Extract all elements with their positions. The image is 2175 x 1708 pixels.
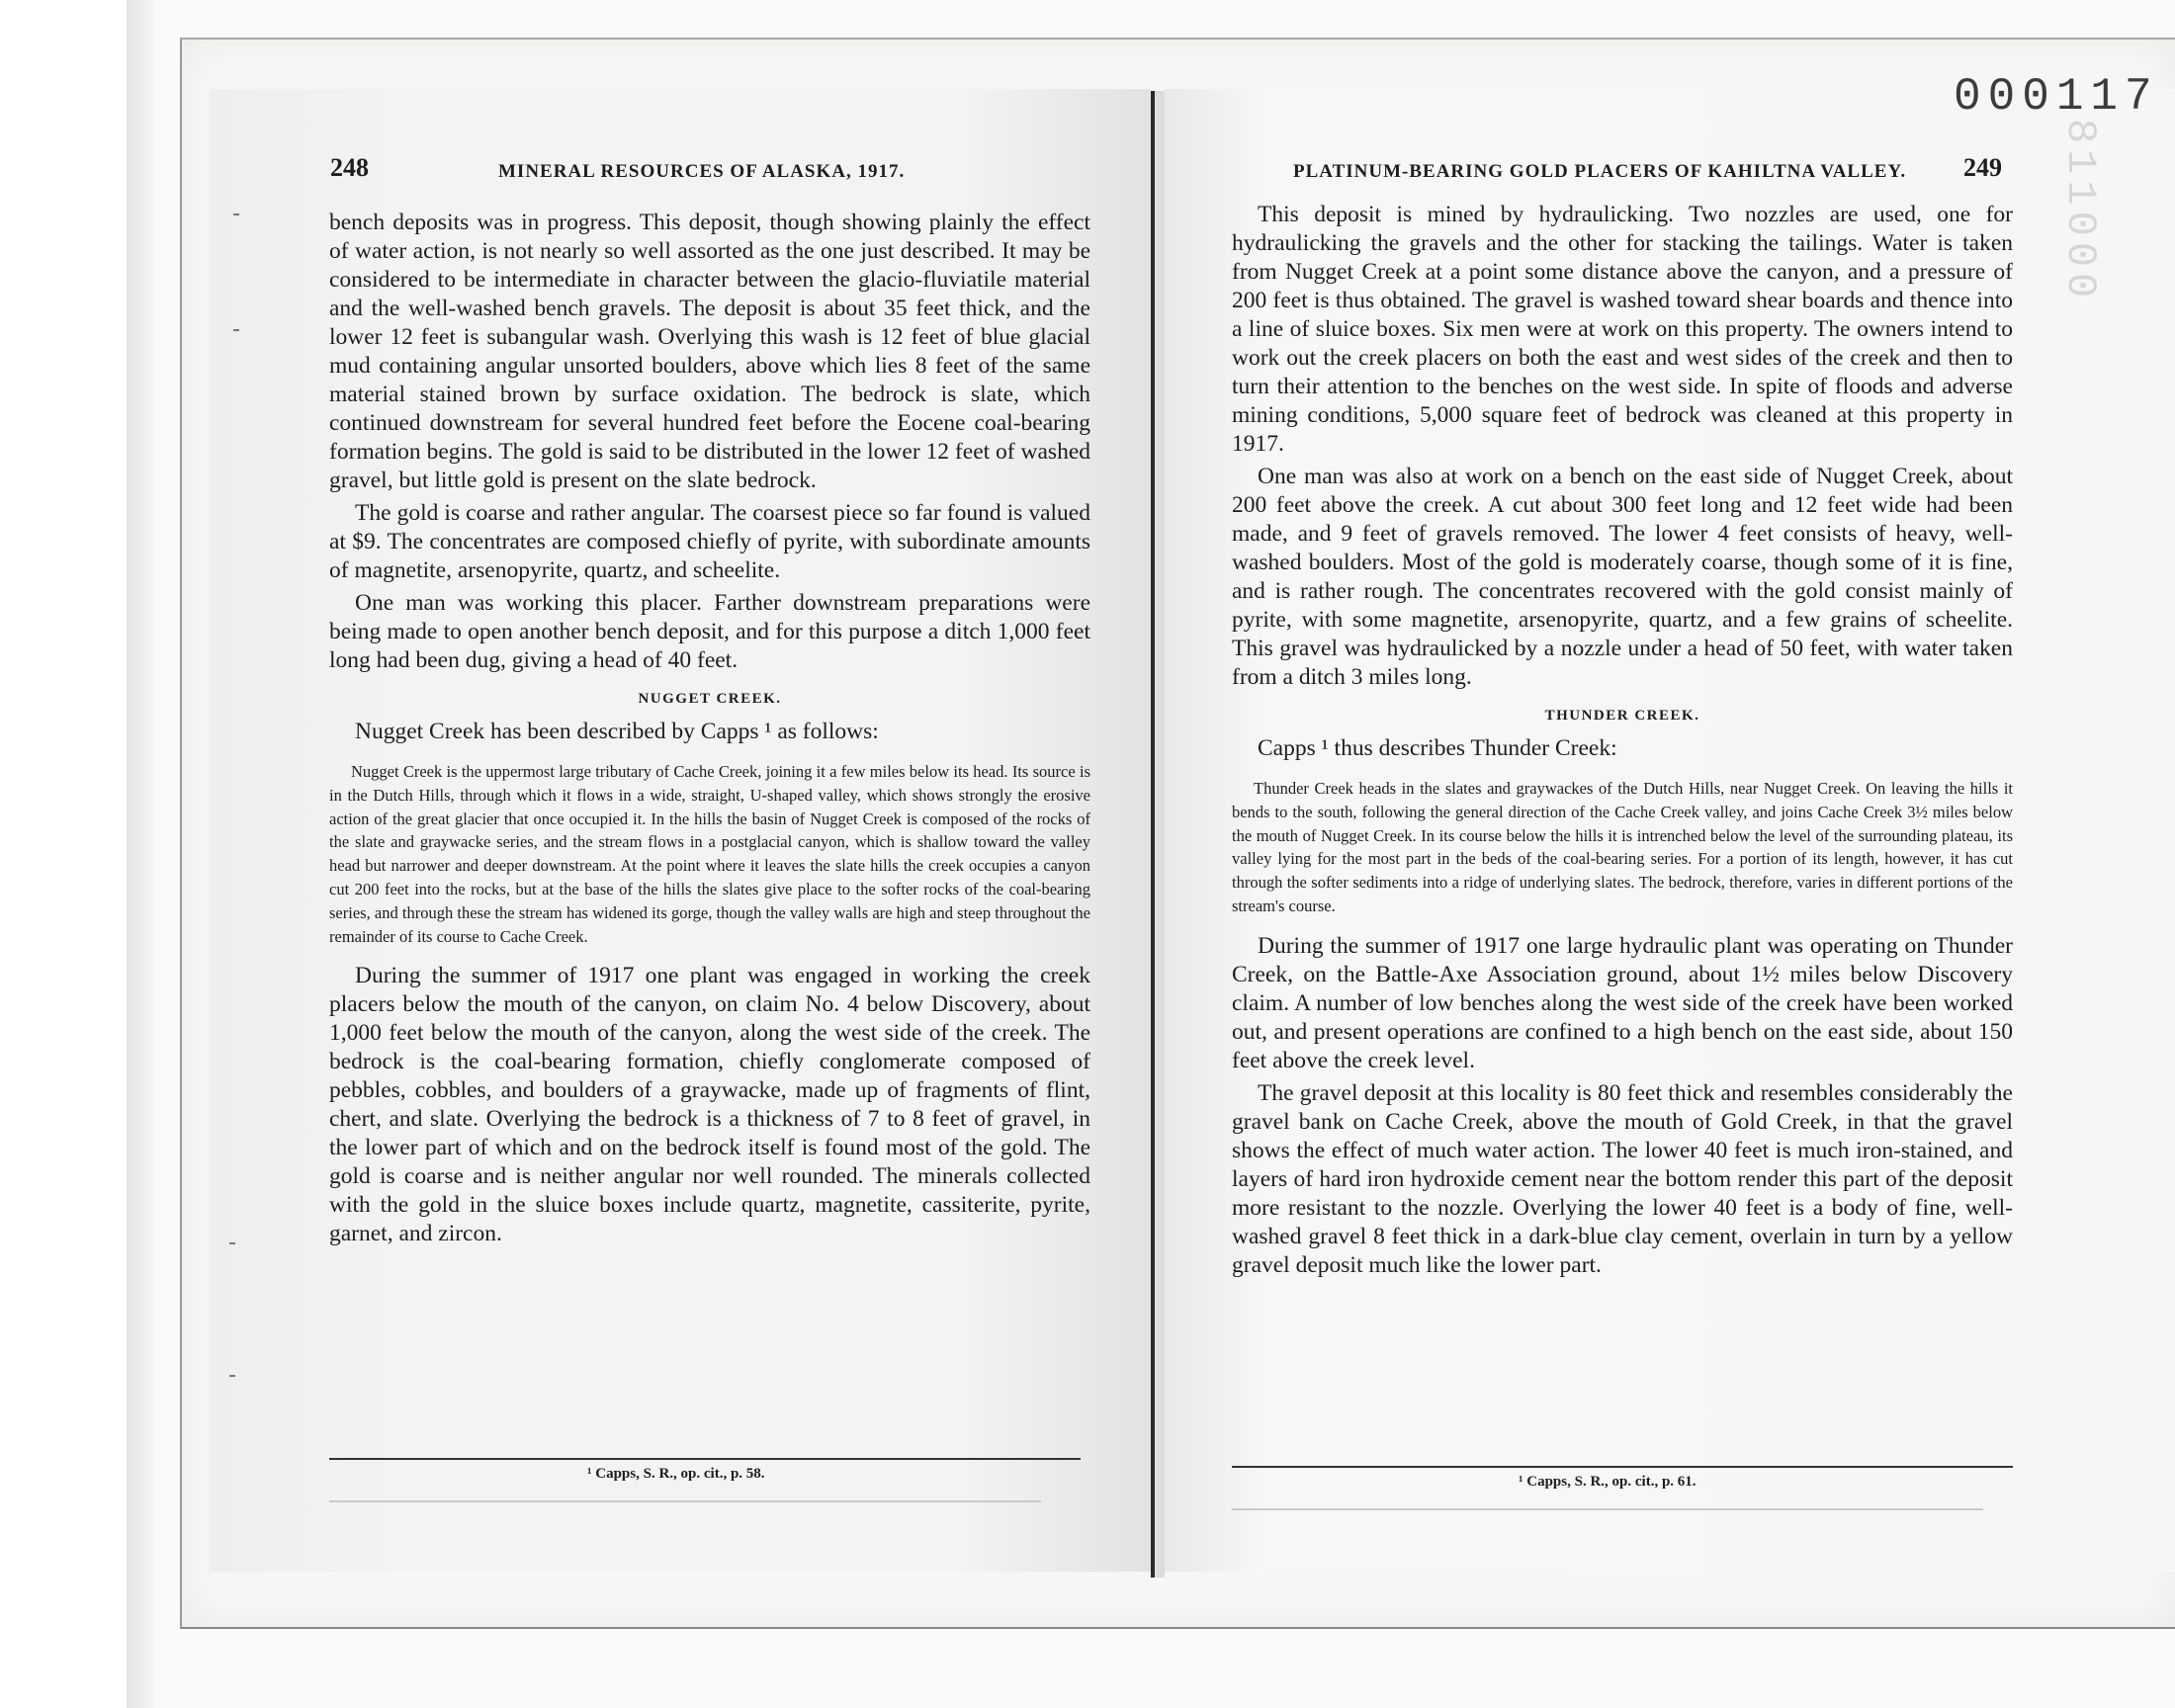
paragraph: During the summer of 1917 one large hydraulic plant was operating on Thunder Creek, on the Battle-Axe Association ground, about 1½ miles below Discovery claim. A number of low benches along the west side of the creek have been worked out, and present operations are confined to a high bench on the east side, about 150 feet above the creek level. [1232, 932, 2013, 1073]
margin-mark [233, 329, 239, 331]
paragraph: This deposit is mined by hydraulicking. Two nozzles are used, one for hydraulicking the gravels and the other for stacking the tailings. Water is taken from Nugget Creek at a point some distance above the canyon, and a pressure of 200 feet is thus obtained. The gravel is washed toward shear boards and thence into a line of sluice boxes. Six men were at work on this property. The owners intend to work out the creek placers on both the east and west sides of the creek and then to turn their attention to the benches on the west side. In spite of floods and adverse mining conditions, 5,000 square feet of bedrock was cleaned at this property in 1917. [1232, 202, 2013, 457]
paragraph: During the summer of 1917 one plant was engaged in working the creek placers below the mouth of the canyon, on claim No. 4 below Discovery, about 1,000 feet below the mouth of the canyon, along the west side of the creek. The bedrock is the coal-bearing formation, chiefly conglomerate composed of pebbles, cobbles, and boulders of a graywacke, made up of fragments of flint, chert, and slate. Overlying the bedrock is a thickness of 7 to 8 feet of gravel, in the lower part of which and on the bedrock itself is found most of the gold. The gold is coarse and is neither angular nor well rounded. The minerals collected with the gold in the sluice boxes include quartz, magnetite, cassiterite, pyrite, garnet, and zircon. [329, 963, 1090, 1247]
left-page-text [329, 209, 1090, 1248]
right-page-number: 249 [1963, 153, 2002, 182]
margin-mark [229, 1242, 235, 1244]
paragraph: The gravel deposit at this locality is 80 feet thick and resembles considerably the gravel bank on Cache Creek, above the mouth of Gold Creek, in that the gravel shows the effect of much water action. The lower 40 feet is much iron-stained, and layers of hard iron hydroxide cement near the bottom render this part of the deposit more resistant to the nozzle. Overlying the lower 40 feet is a body of fine, well-washed gravel 8 feet thick in a dark-blue clay cement, overlain in turn by a yellow gravel deposit much like the lower part. [1232, 1079, 2013, 1278]
gutter-shadow [1155, 91, 1165, 1578]
quote-intro: Nugget Creek has been described by Capps ¹ as follows: [355, 719, 879, 744]
margin-mark [229, 1375, 235, 1377]
footnote-rule [329, 1458, 1081, 1460]
paragraph: bench deposits was in progress. This deposit, though showing plainly the effect of water action, is not nearly so well assorted as the one just described. It may be considered to be intermediate in character between the glacio-fluviatile material and the well-washed bench gravels. The deposit is about 35 feet thick, and the lower 12 feet is subangular wash. Overlying this wash is 12 feet of blue glacial mud containing angular unsorted boulders, above which lies 8 feet of the same material stained brown by surface oxidation. The bedrock is slate, which continued downstream for several hundred feet before the Eocene coal-bearing formation begins. The gold is said to be distributed in the lower 12 feet of washed gravel, but little gold is present on the slate bedrock. [329, 210, 1090, 493]
scanner-shadow [127, 0, 156, 1708]
stamp-bleed: 811000 [2056, 119, 2104, 304]
quote-intro: Capps ¹ thus describes Thunder Creek: [1258, 735, 1617, 761]
block-quote: Thunder Creek heads in the slates and graywackes of the Dutch Hills, near Nugget Creek. On leaving the hills it bends to the south, following the general direction of the Cache Creek valley, and joins Cache Creek 3½ miles below the mouth of Nugget Creek. In its course below the hills it is intrenched below the level of the surrounding plateau, its valley lying for the most part in the beds of the coal-bearing series. For a portion of its length, however, it has cut through the softer sediments into a ridge of underlying slates. The bedrock, therefore, varies in different portions of the stream's course. [1232, 779, 2013, 915]
bleed-through [329, 1500, 1041, 1502]
paragraph: One man was also at work on a bench on the east side of Nugget Creek, about 200 feet above the creek. A cut about 300 feet long and 12 feet wide had been made, and 9 feet of gravels removed. The lower 4 feet consists of heavy, well-washed boulders. Most of the gold is moderately coarse, though some of it is fine, and is rather rough. The concentrates recovered with the gold consist mainly of pyrite, with some magnetite, arsenopyrite, quartz, and a few grains of scheelite. This gravel was hydraulicked by a nozzle under a head of 50 feet, with water taken from a ditch 3 miles long. [1232, 464, 2013, 690]
archive-stamp: 000117 [1954, 71, 2159, 123]
margin-mark [233, 214, 239, 215]
bleed-through [1232, 1508, 1983, 1510]
right-footnote: ¹ Capps, S. R., op. cit., p. 61. [1519, 1474, 1696, 1490]
left-footnote: ¹ Capps, S. R., op. cit., p. 58. [587, 1466, 765, 1482]
paragraph: The gold is coarse and rather angular. The coarsest piece so far found is valued at $9. The concentrates are composed chiefly of pyrite, with subordinate amounts of magnetite, arsenopyrite, quartz, and scheelite. [329, 500, 1090, 583]
book-gutter [1151, 91, 1155, 1578]
scanner-margin [0, 0, 127, 1708]
section-heading-thunder-creek: THUNDER CREEK. [1544, 708, 1700, 724]
right-running-head: PLATINUM-BEARING GOLD PLACERS OF KAHILTNA VALLEY. [1293, 161, 1907, 182]
paragraph: One man was working this placer. Farther downstream preparations were being made to open another bench deposit, and for this purpose a ditch 1,000 feet long had been dug, giving a head of 40 feet. [329, 590, 1090, 673]
right-page-text [1232, 201, 2013, 1280]
footnote-rule [1232, 1466, 2013, 1468]
section-heading-nugget-creek: NUGGET CREEK. [638, 691, 782, 707]
left-page-number: 248 [330, 153, 369, 182]
block-quote: Nugget Creek is the uppermost large tributary of Cache Creek, joining it a few miles below its head. Its source is in the Dutch Hills, through which it flows in a wide, straight, U-shaped valley, which shows strongly the erosive action of the great glacier that once occupied it. In the hills the basin of Nugget Creek is composed of the rocks of the slate and graywacke series, and the stream flows in a postglacial canyon, which is shallow toward the valley head but narrower and deeper downstream. At the point where it leaves the slate hills the creek occupies a canyon cut 200 feet into the rocks, but at the base of the hills the slates give place to the softer rocks of the coal-bearing series, and through these the stream has widened its gorge, though the valley walls are high and steep throughout the remainder of its course to Cache Creek. [329, 762, 1090, 946]
left-running-head: MINERAL RESOURCES OF ALASKA, 1917. [498, 161, 906, 182]
